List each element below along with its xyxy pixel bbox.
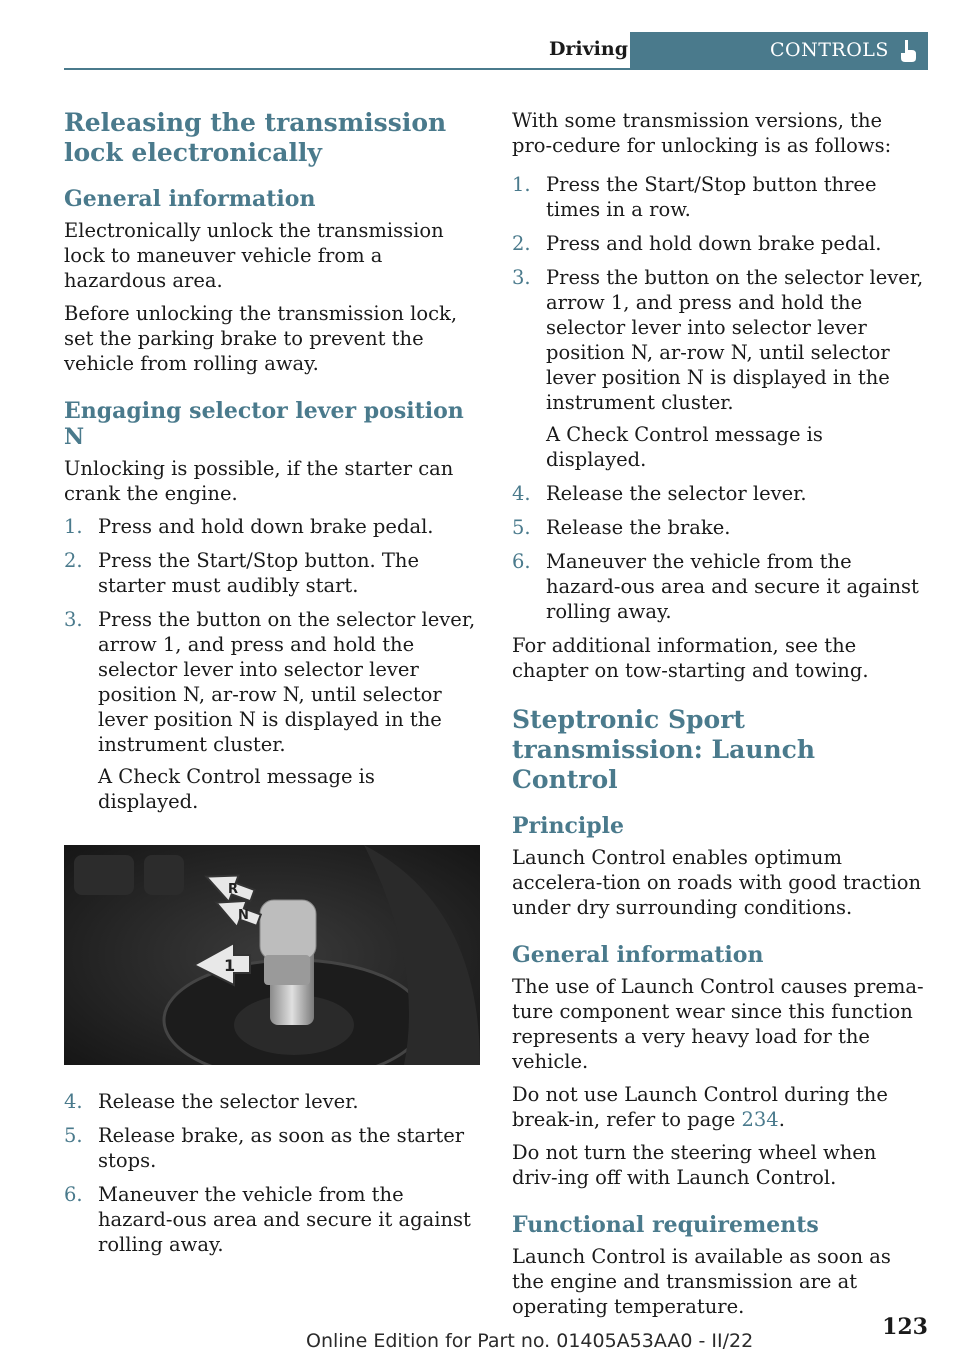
step-text: Maneuver the vehicle from the hazard-ous area and secure it against rolling away. [546,550,919,623]
step-text: Release the brake. [546,516,731,539]
paragraph: Do not turn the steering wheel when driv-ing off with Launch Control. [512,1141,877,1189]
step-number: 4. [64,1090,83,1113]
step-number: 4. [512,482,531,505]
paragraph: Unlocking is possible, if the starter can crank the engine. [64,457,454,505]
step-number: 3. [512,266,531,289]
step-number: 6. [64,1183,83,1206]
left-column [64,108,480,1266]
paragraph: Before unlocking the transmission lock, set the parking brake to prevent the vehicle from rolling away. [64,302,458,375]
heading-general-information: General information [64,186,316,212]
text: . [778,1108,785,1131]
list-item [512,481,928,506]
paragraph: Launch Control enables optimum accelera-tion on roads with good traction under dry surrounding conditions. [512,846,922,919]
text: Do not use Launch Control during the break-in, refer to page [512,1083,888,1131]
step-number: 2. [512,232,531,255]
list-item [512,172,928,222]
paragraph: The use of Launch Control causes prema-ture component wear since this function represents a very heavy load for the vehicle. [512,975,924,1073]
list-item [512,231,928,256]
step-number: 6. [512,550,531,573]
header-rule [64,68,928,70]
step-text: Release brake, as soon as the starter stops. [98,1124,465,1172]
step-list-continued [64,1089,480,1257]
heading-engaging-n: Engaging selector lever position N [64,398,464,450]
list-item [512,265,928,472]
step-text: Press the Start/Stop button three times in a row. [546,173,877,221]
list-item [64,1123,480,1173]
arrow-label-n: N [238,908,249,923]
list-item [64,607,480,814]
section-title-launch-control: Steptronic Sport transmission: Launch Control [512,705,816,794]
arrow-label-r: R [228,882,239,897]
heading-functional-requirements: Functional requirements [512,1212,819,1238]
step-subtext: A Check Control message is displayed. [98,765,375,813]
list-item [64,1182,480,1257]
list-item [64,514,480,539]
heading-principle: Principle [512,813,624,839]
list-item [512,549,928,624]
step-number: 2. [64,549,83,572]
step-text: Press the button on the selector lever, arrow 1, and press and hold the selector lever into selector lever position N, ar-row N, until selector lever position N is displayed in the instrument cluster. [98,608,476,756]
step-text: Release the selector lever. [98,1090,359,1113]
paragraph: For additional information, see the chapter on tow-starting and towing. [512,634,869,682]
paragraph [512,1082,928,1132]
section-title: Driving [548,38,628,60]
paragraph: With some transmission versions, the pro-cedure for unlocking is as follows: [512,109,892,157]
paragraph: Launch Control is available as soon as the engine and transmission are at operating temperature. [512,1245,891,1318]
step-text: Maneuver the vehicle from the hazard-ous area and secure it against rolling away. [98,1183,471,1256]
page-header [64,32,928,70]
page-reference-link[interactable]: 234 [741,1108,779,1131]
gear-selector-lever-image [64,845,480,1065]
edition-note: Online Edition for Part no. 01405A53AA0 - II/22 [306,1330,754,1352]
step-text: Press and hold down brake pedal. [98,515,434,538]
step-number: 3. [64,608,83,631]
pointing-hand-icon [896,38,918,64]
step-number: 5. [512,516,531,539]
step-list-alt [512,172,928,624]
list-item [64,1089,480,1114]
section-title-transmission-lock: Releasing the transmission lock electronically [64,108,447,167]
chapter-title: CONTROLS [770,39,889,61]
list-item [64,548,480,598]
page-number: 123 [882,1314,928,1340]
heading-general-information-2: General information [512,942,764,968]
step-number: 1. [64,515,83,538]
step-text: Press and hold down brake pedal. [546,232,882,255]
paragraph: Electronically unlock the transmission lock to maneuver vehicle from a hazardous area. [64,219,444,292]
chapter-tab[interactable] [630,32,928,70]
step-subtext: A Check Control message is displayed. [546,423,823,471]
list-item [512,515,928,540]
step-text: Press the Start/Stop button. The starter must audibly start. [98,549,420,597]
step-number: 1. [512,173,531,196]
arrow-label-1: 1 [224,956,236,975]
step-list [64,514,480,814]
step-text: Release the selector lever. [546,482,807,505]
step-number: 5. [64,1124,83,1147]
right-column [512,108,928,1327]
step-text: Press the button on the selector lever, arrow 1, and press and hold the selector lever into selector lever position N, ar-row N, until selector lever position N is displayed in the instrument cluster. [546,266,924,414]
